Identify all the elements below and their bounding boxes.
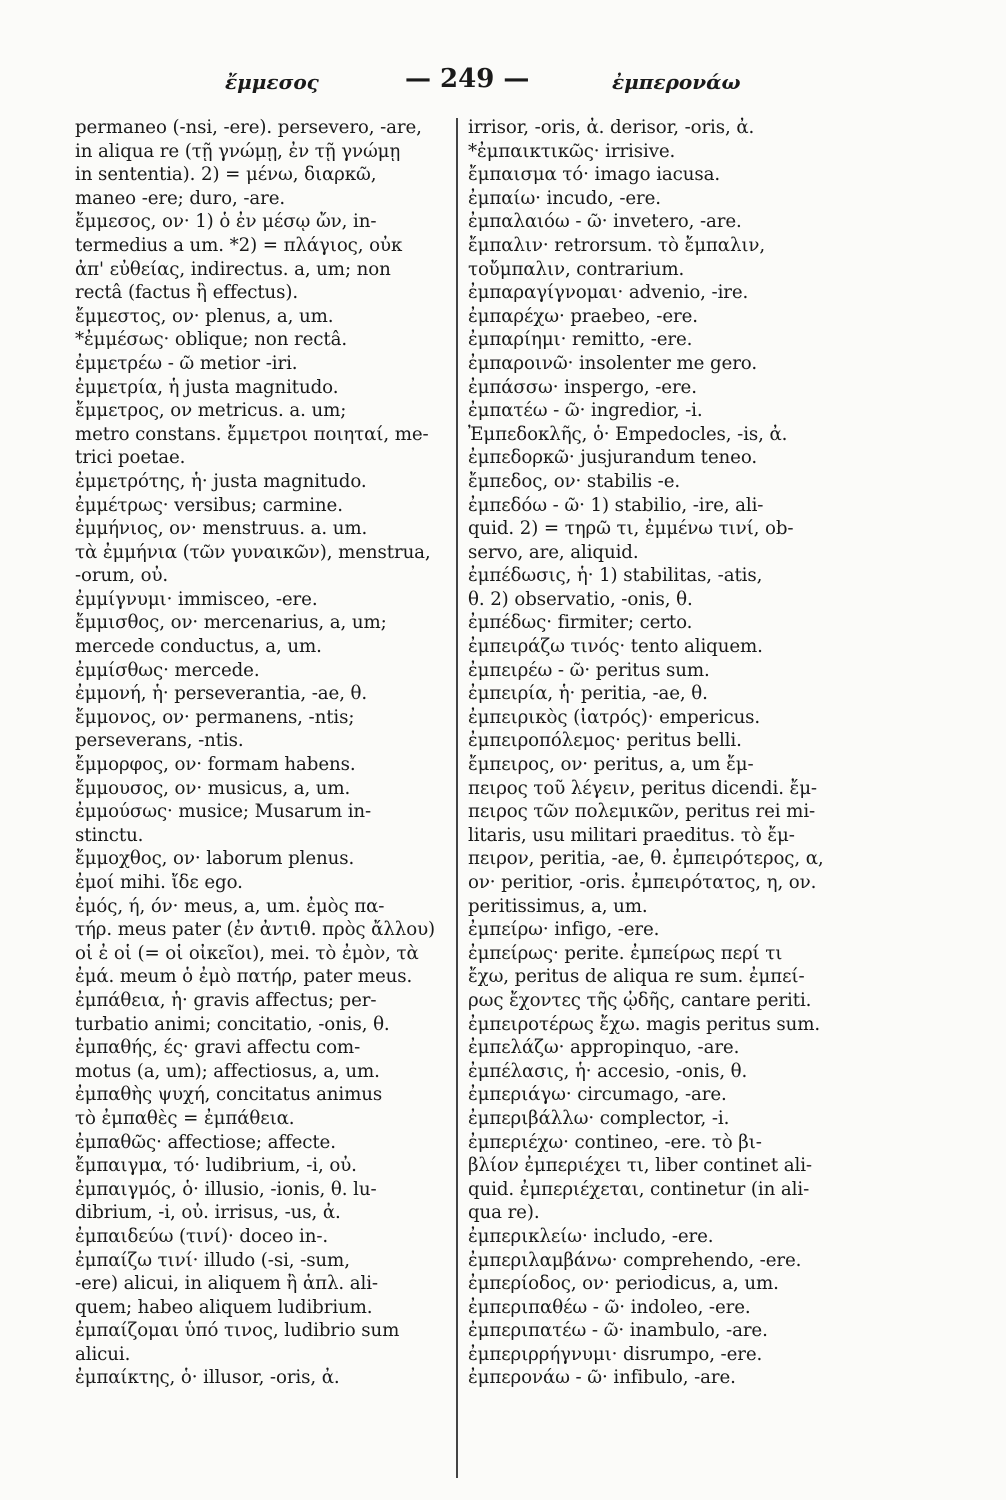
dictionary-line: ἐμπαιγμός, ὁ· illusio, -ionis, θ. lu-	[75, 1178, 377, 1200]
dictionary-line: ἐμπαλαιόω - ῶ· invetero, -are.	[468, 211, 742, 233]
dictionary-line: ἐμπάθεια, ἡ· gravis affectus; per-	[75, 989, 377, 1011]
dictionary-line: ἔμπεδος, ον· stabilis -e.	[468, 470, 681, 492]
dictionary-line: ἔμμορφος, ον· formam habens.	[75, 754, 356, 776]
dictionary-line: ἔμμισθος, ον· mercenarius, a, um;	[75, 612, 387, 634]
dictionary-line: ἐμπεριέχω· contineo, -ere. τὸ βι-	[468, 1131, 762, 1153]
dictionary-line: ἐμπαιδεύω (τινί)· doceo in-.	[75, 1225, 329, 1247]
dictionary-line: ἐμπερίοδος, ον· periodicus, a, um.	[468, 1273, 779, 1295]
dictionary-line: ἐμπειροπόλεμος· peritus belli.	[468, 730, 742, 752]
dictionary-line: ἔμπαιγμα, τό· ludibrium, -i, οὐ.	[75, 1155, 357, 1177]
dictionary-line: ἔμμεσος, ον· 1) ὁ ἐν μέσῳ ὤν, in-	[75, 211, 377, 233]
dictionary-line: ἐμπεριπαθέω - ῶ· indoleo, -ere.	[468, 1296, 751, 1318]
dictionary-line: ἐμμετρότης, ἡ· justa magnitudo.	[75, 470, 367, 492]
dictionary-line: θ. 2) observatio, -onis, θ.	[468, 588, 693, 610]
dictionary-line: ἔμμονος, ον· permanens, -ntis;	[75, 706, 355, 728]
dictionary-line: ἐμπερικλείω· includo, -ere.	[468, 1225, 714, 1247]
dictionary-line: litaris, usu militari praeditus. τὸ ἔμ-	[468, 824, 795, 846]
dictionary-line: ἐμπαραγίγνομαι· advenio, -ire.	[468, 282, 749, 304]
dictionary-line: ἐμπεδορκῶ· jusjurandum teneo.	[468, 447, 758, 469]
dictionary-line: πειρος τῶν πολεμικῶν, peritus rei mi-	[468, 801, 816, 823]
dictionary-line: ἐμμέτρως· versibus; carmine.	[75, 494, 343, 516]
dictionary-line: ἐμπειρία, ἡ· peritia, -ae, θ.	[468, 683, 708, 705]
dictionary-line: ἐμπαίζομαι ὑπό τινος, ludibrio sum	[75, 1320, 400, 1342]
dictionary-line: ἔμμουσος, ον· musicus, a, um.	[75, 777, 351, 799]
dictionary-line: permaneo (-nsi, -ere). persevero, -are,	[75, 117, 422, 138]
dictionary-line: ἐμπαθῶς· affectiose; affecte.	[75, 1131, 336, 1153]
dictionary-line: ἐμμούσως· musice; Musarum in-	[75, 801, 372, 823]
dictionary-line: ἔμμεστος, ον· plenus, a, um.	[75, 305, 334, 327]
dictionary-line: metro constans. ἔμμετροι ποιηταί, me-	[75, 423, 429, 445]
dictionary-line: *ἐμμέσως· oblique; non rectâ.	[75, 329, 347, 351]
dictionary-line: ἐμπερονάω - ῶ· infibulo, -are.	[468, 1367, 736, 1389]
page-number: — 249 —	[405, 64, 530, 94]
dictionary-line: ἐμμετρία, ἡ justa magnitudo.	[75, 376, 339, 398]
dictionary-line: ἐμπεδόω - ῶ· 1) stabilio, -ire, ali-	[468, 494, 764, 516]
dictionary-line: ἐμπαίκτης, ὁ· illusor, -oris, ἀ.	[75, 1367, 340, 1389]
dictionary-line: ἐμπαίζω τινί· illudo (-si, -sum,	[75, 1249, 350, 1271]
dictionary-line: ἐμπεριλαμβάνω· comprehendo, -ere.	[468, 1249, 802, 1271]
dictionary-line: ἐμπεριρρήγνυμι· disrumpo, -ere.	[468, 1343, 763, 1365]
right-column	[468, 116, 868, 1486]
right-headword: ἐμπερονάω	[612, 70, 741, 94]
dictionary-line: τὰ ἐμμήνια (τῶν γυναικῶν), menstrua,	[75, 541, 431, 563]
dictionary-line: mercede conductus, a, um.	[75, 636, 322, 658]
dictionary-line: turbatio animi; concitatio, -onis, θ.	[75, 1013, 390, 1035]
dictionary-line: ρως ἔχοντες τῆς ᾠδῆς, cantare periti.	[468, 989, 812, 1011]
dictionary-line: ἐμπαθής, ές· gravi affectu com-	[75, 1037, 361, 1059]
dictionary-line: τοὔμπαλιν, contrarium.	[468, 258, 685, 280]
dictionary-line: ἐμπέδωσις, ἡ· 1) stabilitas, -atis,	[468, 565, 763, 587]
dictionary-line: ἀπ' εὐθείας, indirectus. a, um; non	[75, 258, 391, 280]
dictionary-line: trici poetae.	[75, 447, 186, 469]
dictionary-line: ἐμπειροτέρως ἔχω. magis peritus sum.	[468, 1013, 821, 1035]
dictionary-line: ἔμμετρος, ον metricus. a. um;	[75, 400, 347, 422]
dictionary-line: ἐμπελάζω· appropinquo, -are.	[468, 1037, 740, 1059]
dictionary-line: ἐμμήνιος, ον· menstruus. a. um.	[75, 518, 368, 540]
dictionary-line: peritissimus, a, um.	[468, 895, 648, 917]
dictionary-line: ἐμπέλασις, ἡ· accesio, -onis, θ.	[468, 1060, 748, 1082]
page-header	[0, 60, 1006, 110]
dictionary-line: ἐμπαρέχω· praebeo, -ere.	[468, 305, 698, 327]
dictionary-line: quid. 2) = τηρῶ τι, ἐμμένω τινί, ob-	[468, 518, 794, 540]
left-headword: ἔμμεσος	[225, 70, 319, 94]
dictionary-line: dibrium, -i, οὐ. irrisus, -us, ἀ.	[75, 1202, 341, 1224]
dictionary-line: ἐμμίσθως· mercede.	[75, 659, 260, 681]
dictionary-line: stinctu.	[75, 824, 144, 846]
dictionary-line: maneo -ere; duro, -are.	[75, 187, 286, 209]
dictionary-line: ἐμπαίω· incudo, -ere.	[468, 187, 661, 209]
dictionary-line: ἔμπαλιν· retrorsum. τὸ ἔμπαλιν,	[468, 234, 766, 256]
dictionary-line: *ἐμπαικτικῶς· irrisive.	[468, 140, 676, 162]
dictionary-line: ἐμπεριάγω· circumago, -are.	[468, 1084, 727, 1106]
dictionary-line: rectâ (factus ἢ effectus).	[75, 282, 299, 304]
dictionary-line: in aliqua re (τῇ γνώμῃ, ἐν τῇ γνώμῃ	[75, 140, 401, 162]
dictionary-line: ἐμπέδως· firmiter; certo.	[468, 612, 693, 634]
dictionary-line: ἐμπαθὴς ψυχή, concitatus animus	[75, 1084, 383, 1106]
dictionary-line: quid. ἐμπεριέχεται, continetur (in ali-	[468, 1178, 810, 1200]
dictionary-line: ἐμπειρικὸς (ἰατρός)· empericus.	[468, 706, 761, 728]
column-divider	[456, 118, 458, 1478]
dictionary-line: ἐμπαροινῶ· insolenter me gero.	[468, 352, 757, 374]
dictionary-line: Ἐμπεδοκλῆς, ὁ· Empedocles, -is, ἀ.	[468, 423, 788, 445]
dictionary-line: in sententia). 2) = μένω, διαρκῶ,	[75, 164, 377, 186]
dictionary-line: ἐμμίγνυμι· immisceo, -ere.	[75, 588, 318, 610]
dictionary-line: servo, are, aliquid.	[468, 541, 639, 563]
dictionary-line: motus (a, um); affectiosus, a, um.	[75, 1060, 380, 1082]
dictionary-line: τήρ. meus pater (ἐν ἀντιθ. πρὸς ἄλλου)	[75, 919, 436, 941]
dictionary-line: ον· peritior, -oris. ἐμπειρότατος, η, ον.	[468, 872, 817, 893]
dictionary-line: ἐμά. meum ὁ ἐμὸ πατήρ, pater meus.	[75, 966, 413, 988]
dictionary-line: ἐμπείρως· perite. ἐμπείρως περί τι	[468, 942, 783, 964]
dictionary-line: qua re).	[468, 1202, 540, 1224]
dictionary-line: ἐμπεριπατέω - ῶ· inambulo, -are.	[468, 1320, 768, 1342]
dictionary-line: ἔμπειρος, ον· peritus, a, um ἔμ-	[468, 754, 754, 776]
dictionary-line: ἐμός, ή, όν· meus, a, um. ἐμὸς πα-	[75, 895, 385, 917]
dictionary-line: οἱ ἐ οἱ (= οἱ οἰκεῖοι), mei. τὸ ἐμὸν, τὰ	[75, 942, 419, 964]
dictionary-line: βλίον ἐμπεριέχει τι, liber continet ali-	[468, 1155, 812, 1177]
dictionary-line: ἐμπείρω· infigo, -ere.	[468, 919, 660, 941]
dictionary-line: ἐμμονή, ἡ· perseverantia, -ae, θ.	[75, 683, 368, 705]
dictionary-line: ἔμμοχθος, ον· laborum plenus.	[75, 848, 355, 870]
dictionary-line: ἐμπεριβάλλω· complector, -i.	[468, 1107, 730, 1129]
dictionary-line: alicui.	[75, 1343, 131, 1365]
dictionary-line: ἐμοί mihi. ἴδε ego.	[75, 872, 243, 893]
dictionary-line: ἐμπειρέω - ῶ· peritus sum.	[468, 659, 710, 681]
left-column	[75, 116, 447, 1486]
dictionary-line: πειρος τοῦ λέγειν, peritus dicendi. ἔμ-	[468, 777, 817, 799]
dictionary-line: τὸ ἐμπαθὲς = ἐμπάθεια.	[75, 1107, 295, 1129]
dictionary-line: πειρον, peritia, -ae, θ. ἐμπειρότερος, α,	[468, 848, 824, 870]
dictionary-line: ἐμπάσσω· inspergo, -ere.	[468, 376, 697, 398]
dictionary-line: ἐμπαρίημι· remitto, -ere.	[468, 329, 693, 351]
dictionary-line: ἐμπατέω - ῶ· ingredior, -i.	[468, 400, 703, 422]
dictionary-line: -orum, οὐ.	[75, 565, 169, 587]
dictionary-line: quem; habeo aliquem ludibrium.	[75, 1296, 373, 1318]
dictionary-line: perseverans, -ntis.	[75, 730, 244, 752]
dictionary-line: ἐμπειράζω τινός· tento aliquem.	[468, 636, 763, 658]
dictionary-line: irrisor, -oris, ἀ. derisor, -oris, ἀ.	[468, 117, 755, 138]
dictionary-line: -ere) alicui, in aliquem ἢ ἁπλ. ali-	[75, 1273, 378, 1295]
dictionary-line: ἔχω, peritus de aliqua re sum. ἐμπεί-	[468, 966, 805, 988]
dictionary-line: ἐμμετρέω - ῶ metior -iri.	[75, 352, 298, 374]
dictionary-line: ἔμπαισμα τό· imago iacusa.	[468, 164, 721, 186]
dictionary-line: termedius a um. *2) = πλάγιος, οὐκ	[75, 234, 403, 256]
